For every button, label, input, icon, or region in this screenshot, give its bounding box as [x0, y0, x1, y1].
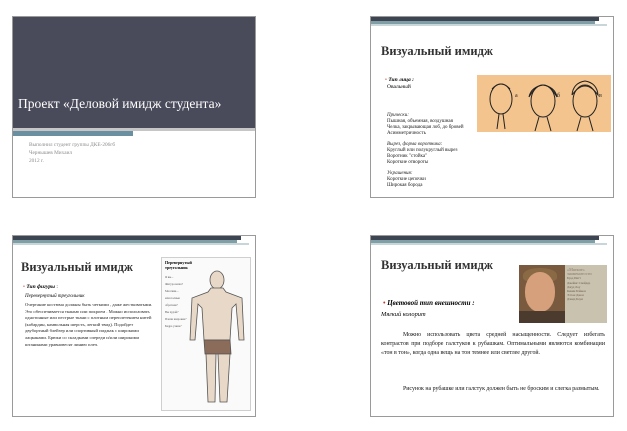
block-line: Пышная, объемная, воздушная [387, 119, 453, 124]
figure-type: Перевернутый треугольник [25, 294, 85, 299]
block-line: Воротник "стойка" [387, 154, 428, 159]
band-light [13, 243, 249, 245]
block-line: Круглый или полукруглый вырез [387, 148, 458, 153]
face-types-image [477, 75, 611, 132]
caption-title: «Мягкие» знаменитости [567, 267, 592, 277]
question-item: Массивн... [165, 289, 179, 293]
collar-block [387, 142, 457, 166]
accessories-block [387, 171, 426, 189]
block-line: Широкая борода [387, 183, 423, 188]
subtitle-line: Выполнил студент группы ДКЕ-206гб [29, 142, 116, 148]
slide-title: Визуальный имидж [21, 260, 133, 274]
bullet-colon: : [56, 284, 58, 290]
question-item: Плечи широкие? [165, 317, 187, 321]
question-item: Вы худой? [165, 310, 179, 314]
subtitle-line: Чернышев Михаил [29, 150, 73, 156]
figure-panel [161, 257, 251, 411]
header-band [13, 236, 255, 244]
bullet-value: Овальный [387, 84, 411, 90]
paragraph-2: Рисунок на рубашке или галстук должен быть не броским и слегка размытым. [403, 386, 600, 392]
figure-description: Очертание костюма должны быть четкими , даже жестковатыми. Это обеспечивается тканью или покроем . Можно использовать однотонные или пестрые ткани с плотным переплетением нитей (кабардин, камвольная шерсть, легкий твид). Подойдет двубортный блейзер или спортивный пиджак с широкими лацканами. Брюки со складками спереди и/или широкими штанинами уравновесят линию плеч. [25, 302, 153, 347]
bullet-heading: Тип фигуры [26, 284, 55, 290]
slide-thumbnail-2[interactable] [370, 16, 614, 198]
photo-shirt [519, 311, 565, 323]
face-label: a [515, 93, 518, 99]
figure-heading: Перевернутый треугольник [165, 260, 192, 270]
slide-title: Проект «Деловой имидж студента» [18, 96, 222, 111]
caption-name: Джуд Лоу [567, 284, 581, 289]
caption-name: Брэд Питт [567, 276, 581, 281]
slide-title: Визуальный имидж [381, 44, 493, 58]
subtitle-line: 2012 г. [29, 158, 44, 164]
block-heading: Украшения: [387, 171, 413, 176]
slide-title: Визуальный имидж [381, 258, 493, 272]
header-band [371, 17, 613, 25]
header-band [371, 236, 613, 244]
block-line: Короткие цепочки [387, 177, 426, 182]
caption-name: Элтон Джон [567, 293, 584, 298]
caption-name: Джеймс Спейдер [567, 280, 591, 285]
man-figure-illustration [186, 268, 248, 408]
question-item: Бедра узкие? [165, 324, 182, 328]
caption-name: Кевин Бэйкон [567, 289, 586, 294]
bullet-marker: • [23, 284, 25, 290]
block-line: Короткие отвороты [387, 160, 429, 165]
bullet-marker: • [383, 299, 386, 307]
question-item: Я вы... [165, 275, 174, 279]
slide-thumbnail-1[interactable] [12, 16, 256, 198]
photo-caption [567, 268, 607, 302]
color-type: Мягкий колорит [381, 311, 426, 318]
question-item: или полные [165, 296, 180, 300]
slide-thumbnail-4[interactable] [370, 235, 614, 417]
question-item: обратная? [165, 303, 178, 307]
photo-face [525, 272, 555, 312]
subtitle [29, 141, 115, 165]
bullet [383, 299, 475, 307]
band-light [371, 243, 607, 245]
face-label: в [599, 93, 602, 99]
bullet [23, 284, 58, 291]
bullet-heading: Тип лица : [388, 77, 414, 83]
bullet-heading: Цветовой тип внешности : [387, 299, 475, 307]
block-line: Асимметричность [387, 131, 426, 136]
face-label: б [557, 93, 561, 99]
celebrity-photo [519, 265, 607, 323]
figure-questions [165, 274, 186, 330]
paragraph-1: Можно использовать цвета средней насыщенности. Следует избегать контрастов при подборе галстуков к рубашкам. Оптимальными являются комбинации «тон в тон», когда одна вещь на тон темнее или светлее другой. [381, 332, 605, 356]
caption-name: Дэвид Боуи [567, 297, 583, 302]
hairstyles-block [387, 113, 464, 137]
block-heading: Прически: [387, 113, 409, 118]
band-light [371, 24, 607, 26]
accent-bar [13, 131, 133, 136]
block-heading: Вырез, форма воротника: [387, 142, 443, 147]
bullet-marker: • [385, 77, 387, 83]
question-item: Фигура ваша? [165, 282, 183, 286]
bullet [385, 77, 414, 91]
block-line: Челка, закрывающая лоб, до бровей [387, 125, 464, 130]
slide-thumbnail-3[interactable] [12, 235, 256, 417]
